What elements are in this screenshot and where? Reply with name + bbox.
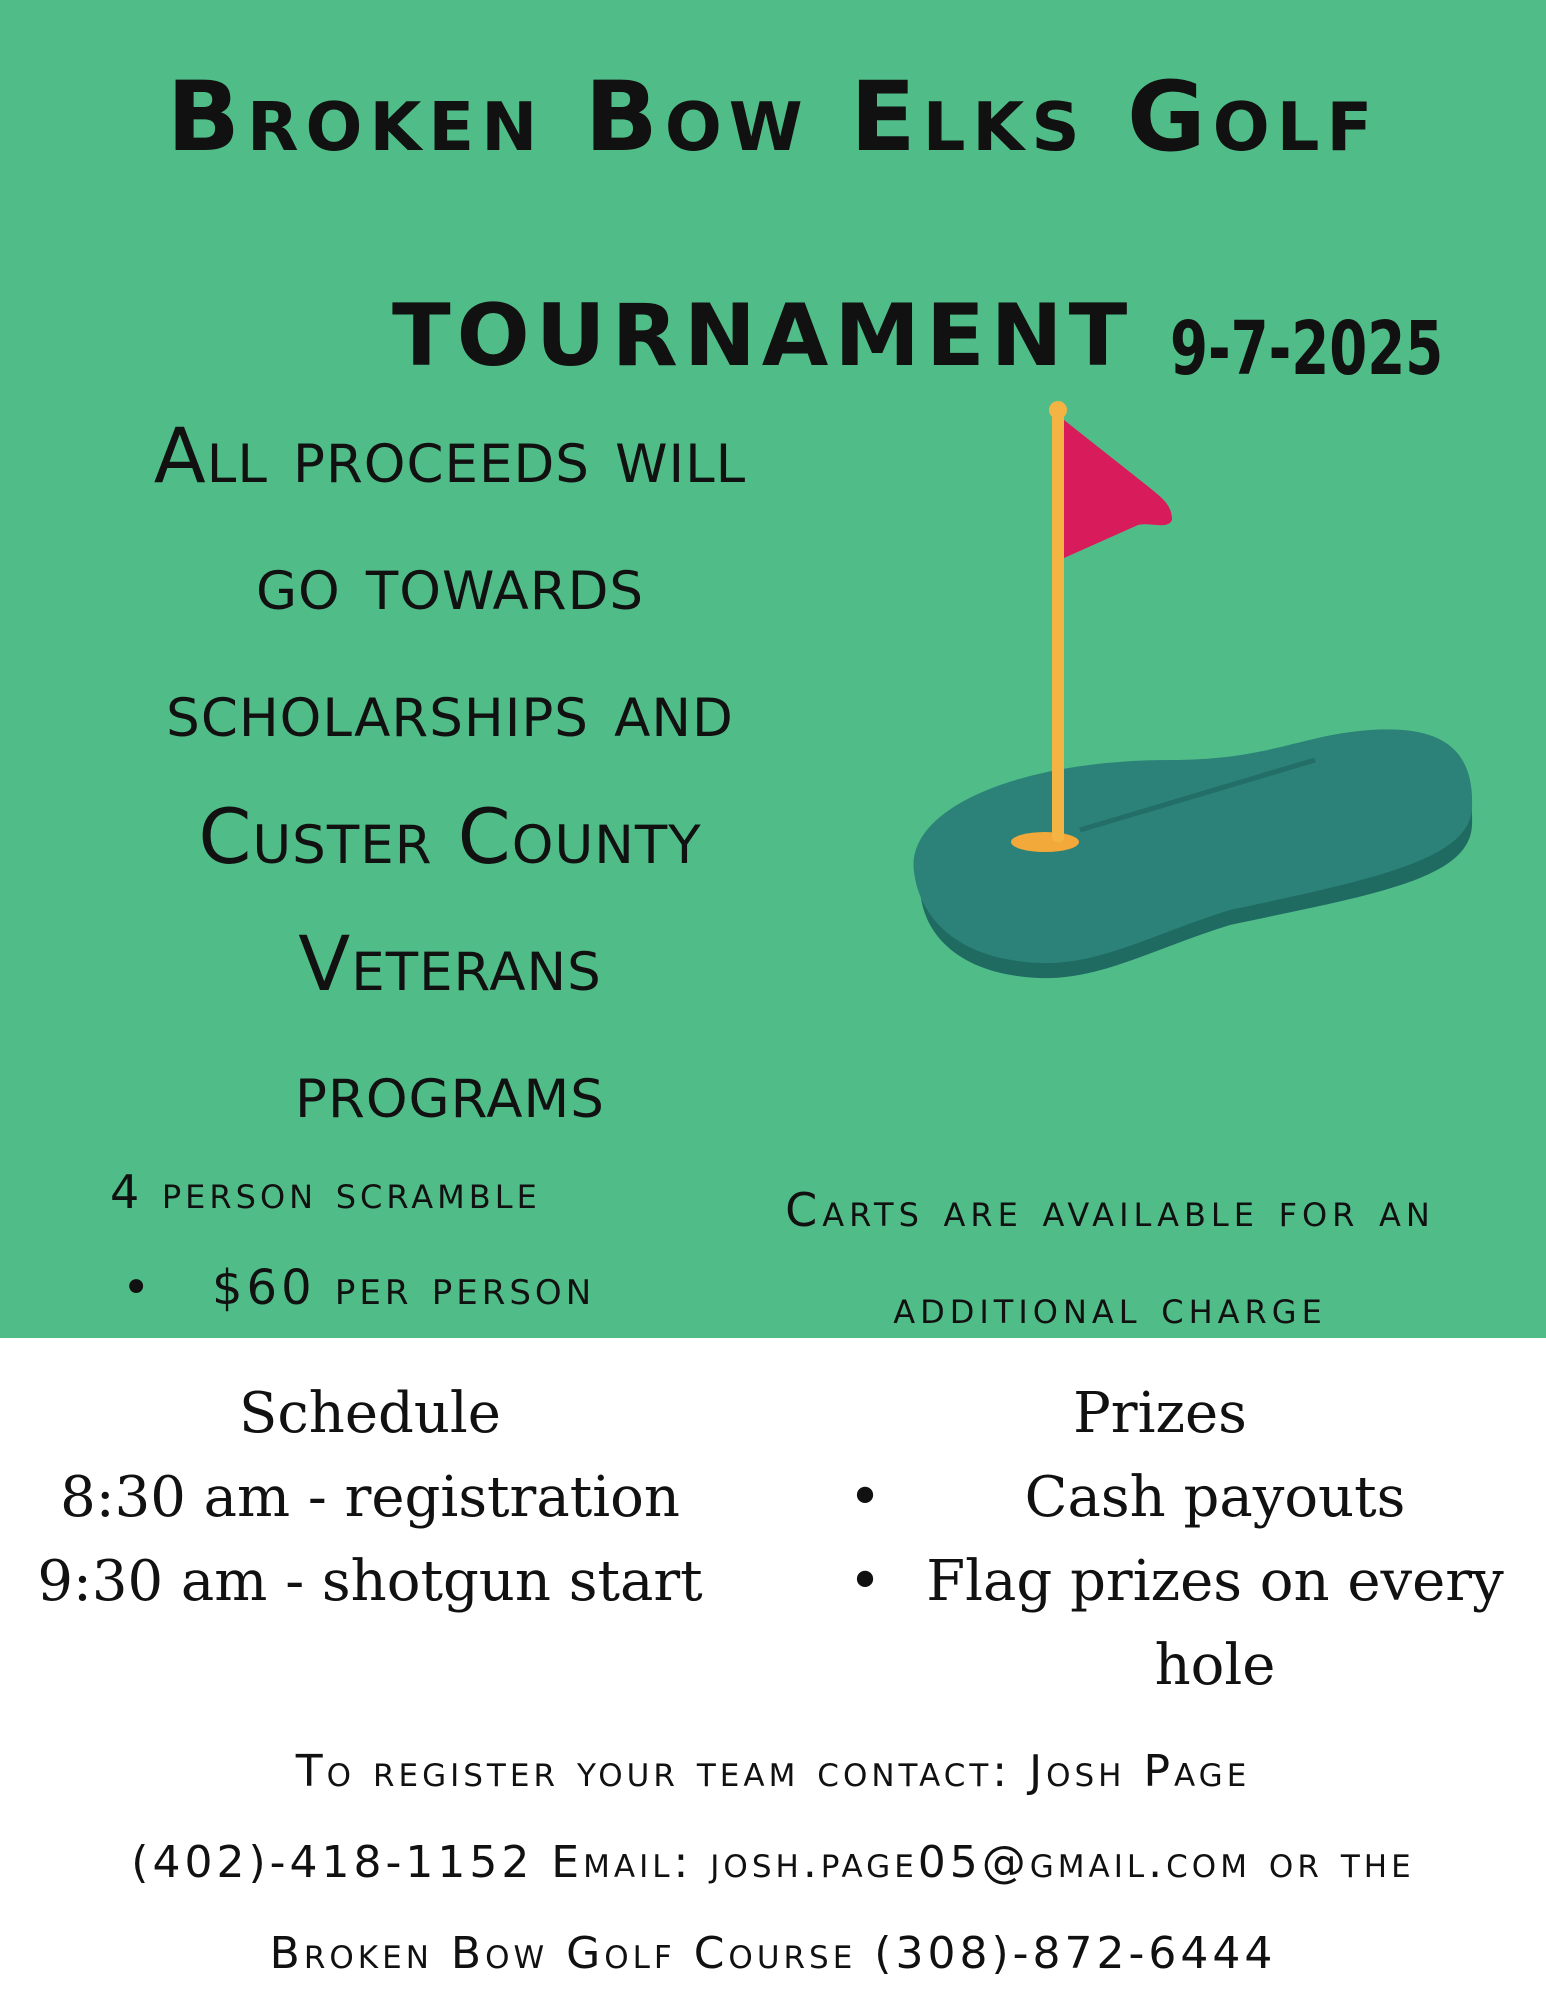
contact-line: (402)-418-1152 Email: josh.page05@gmail.com or the (131, 1837, 1415, 1888)
prize-text: Flag prizes on every (926, 1549, 1504, 1614)
carts-line: additional charge (893, 1280, 1327, 1334)
proceeds-line: programs (295, 1046, 605, 1135)
prizes-section (820, 1372, 1520, 1708)
contact-line: To register your team contact: Josh Page (295, 1746, 1251, 1797)
proceeds-statement (30, 392, 870, 1154)
golf-flag-icon (900, 390, 1480, 990)
proceeds-line: All proceeds will (153, 411, 747, 500)
contact-line: Broken Bow Golf Course (308)-872-6444 (269, 1928, 1277, 1979)
hole-cup (1011, 832, 1079, 852)
schedule-item: 9:30 am - shotgun start (37, 1549, 703, 1614)
event-title: Broken Bow Elks Golf (166, 61, 1380, 173)
proceeds-line: Veterans (298, 919, 602, 1008)
prize-item (820, 1456, 1520, 1540)
event-date: 9-7-2025 (1170, 306, 1444, 392)
price-text: $60 per person (212, 1260, 596, 1316)
proceeds-line: go towards (255, 538, 645, 627)
prize-text: hole (1154, 1633, 1276, 1698)
proceeds-line: Custer County (198, 792, 702, 881)
bullet-icon: • (848, 1549, 882, 1614)
flag-pennant (1064, 420, 1172, 558)
price-row (122, 1258, 595, 1318)
schedule-item: 8:30 am - registration (60, 1465, 680, 1530)
pole-top (1049, 401, 1067, 419)
bullet-icon: • (122, 1260, 155, 1316)
schedule-heading: Schedule (239, 1381, 501, 1446)
event-subtitle: TOURNAMENT (392, 286, 1134, 386)
carts-line: Carts are available for an (785, 1183, 1435, 1237)
proceeds-line: scholarships and (166, 665, 734, 754)
contact-info (0, 1726, 1546, 1999)
bullet-icon: • (848, 1465, 882, 1530)
prize-text: Cash payouts (1024, 1465, 1406, 1530)
prize-item-continuation (820, 1624, 1520, 1708)
scramble-format: 4 person scramble (110, 1165, 541, 1219)
flag-pole (1052, 405, 1064, 842)
prizes-heading: Prizes (1073, 1381, 1247, 1446)
carts-note (720, 1162, 1500, 1356)
schedule-section (0, 1372, 740, 1624)
prize-item (820, 1540, 1520, 1624)
